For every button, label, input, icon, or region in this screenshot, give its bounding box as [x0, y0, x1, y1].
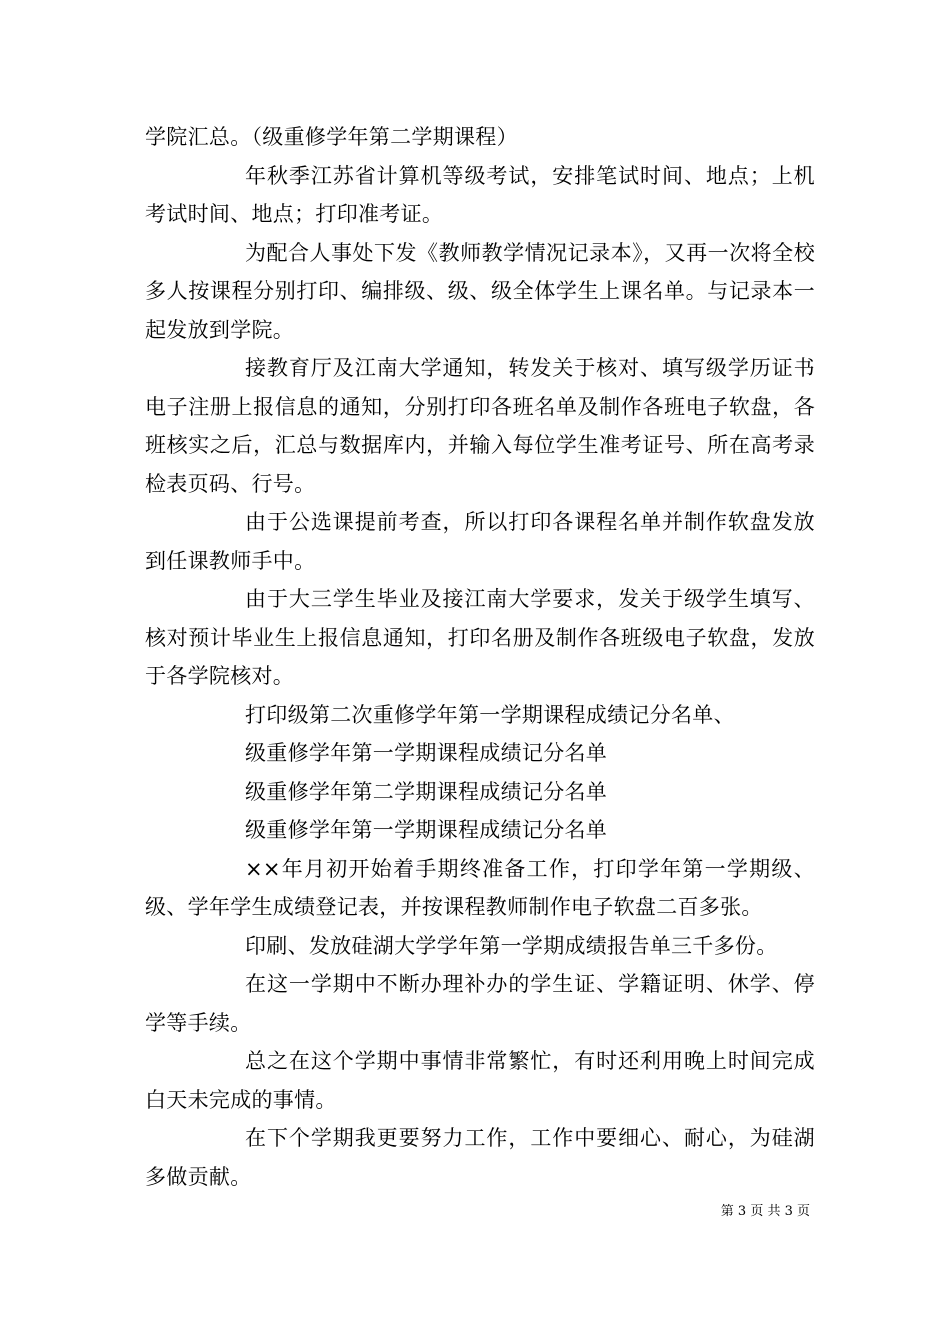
paragraph: 接教育厅及江南大学通知，转发关于核对、填写级学历证书电子注册上报信息的通知，分别打印各班名单及制作各班电子软盘，各班核实之后，汇总与数据库内，并输入每位学生准考证号、所在高考录检表页码、行号。 — [145, 356, 815, 496]
paragraph: 在下个学期我更要努力工作，工作中要细心、耐心，为硅湖多做贡献。 — [145, 1126, 815, 1189]
paragraph: 为配合人事处下发《教师教学情况记录本》，又再一次将全校多人按课程分别打印、编排级、级、级全体学生上课名单。与记录本一起发放到学院。 — [145, 240, 815, 342]
paragraph: 级重修学年第一学期课程成绩记分名单 — [245, 741, 608, 765]
paragraph: 由于大三学生毕业及接江南大学要求，发关于级学生填写、核对预计毕业生上报信息通知，打印名册及制作各班级电子软盘，发放于各学院核对。 — [145, 587, 815, 688]
paragraph: 由于公选课提前考查，所以打印各课程名单并制作软盘发放到任课教师手中。 — [145, 510, 815, 573]
paragraph: 级重修学年第一学期课程成绩记分名单 — [245, 818, 608, 842]
paragraph: 年秋季江苏省计算机等级考试，安排笔试时间、地点；上机考试时间、地点；打印准考证。 — [145, 163, 815, 226]
paragraph: 级重修学年第二学期课程成绩记分名单 — [245, 779, 608, 804]
page-number-footer: 第 3 页 共 3 页 — [720, 1204, 810, 1219]
paragraph: 打印级第二次重修学年第一学期课程成绩记分名单、 — [245, 702, 735, 727]
paragraph: 学院汇总。（级重修学年第二学期课程） — [145, 125, 518, 149]
paragraph: 印刷、发放硅湖大学学年第一学期成绩报告单三千多份。 — [245, 933, 778, 958]
paragraph: ××年月初开始着手期终准备工作，打印学年第一学期级、级、学年学生成绩登记表，并按课程教师制作电子软盘二百多张。 — [145, 856, 815, 919]
paragraph: 在这一学期中不断办理补办的学生证、学籍证明、休学、停学等手续。 — [145, 972, 815, 1035]
document-body — [145, 118, 815, 1196]
paragraph: 总之在这个学期中事情非常繁忙，有时还利用晚上时间完成白天未完成的事情。 — [145, 1049, 815, 1112]
